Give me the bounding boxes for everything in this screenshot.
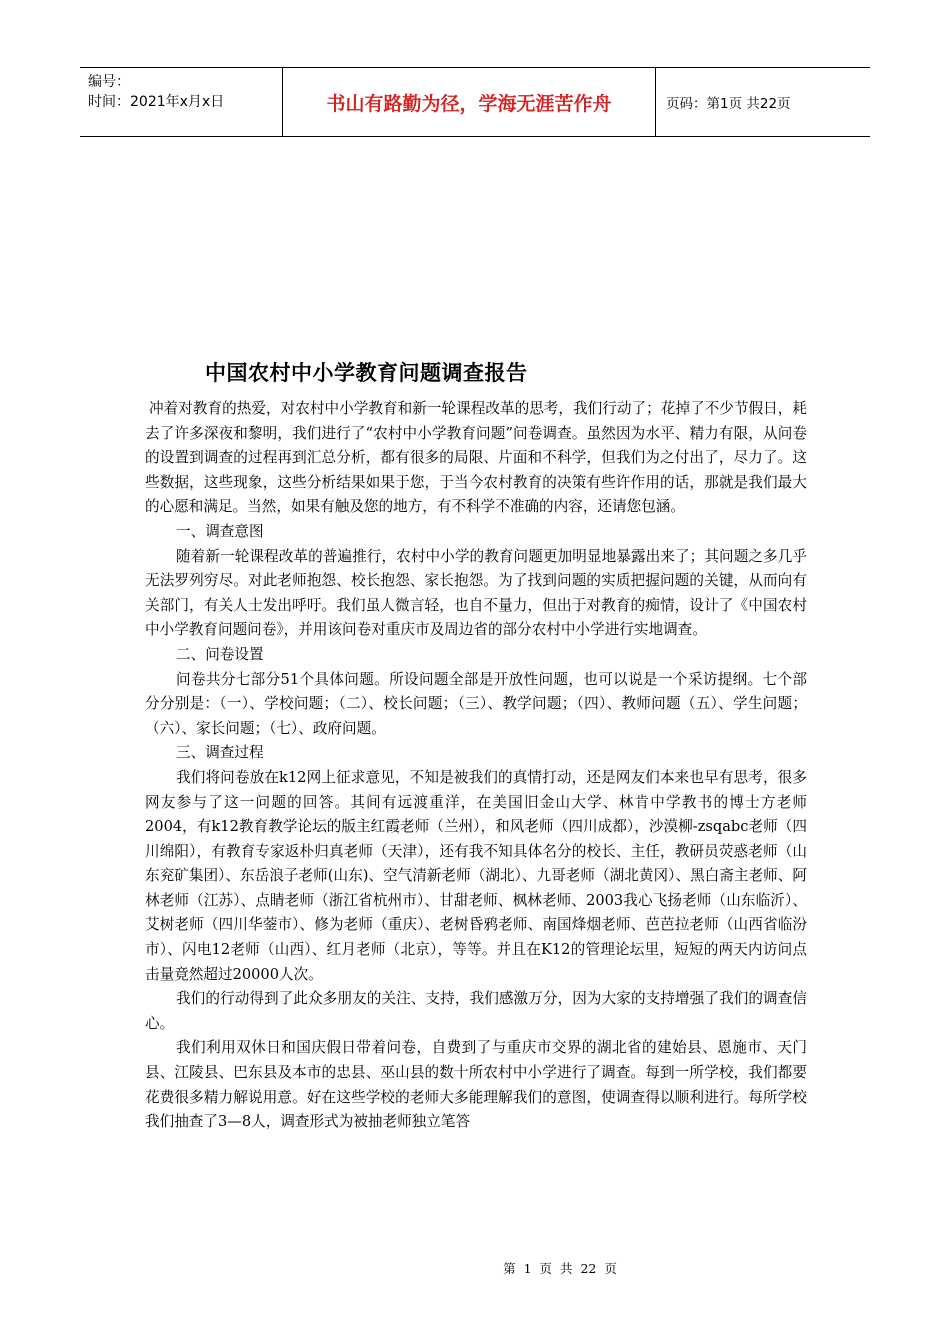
time-label: 时间：2021年x月x日 [88,94,225,110]
paragraph-process-online: 我们将问卷放在k12网上征求意见，不知是被我们的真情打动，还是网友们本来也早有思考，很多网友参与了这一问题的回答。其间有远渡重洋，在美国旧金山大学、林肯中学教书的博士方老师2004，有k12教育教学论坛的版主红霞老师（兰州），和风老师（四川成都），沙漠柳-zsqabc老师（四川绵阳），有教育专家返朴归真老师（天津），还有我不知具体名分的校长、主任，教研员荧惑老师（山东兖矿集团）、东岳浪子老师(山东)、空气清新老师（湖北）、九哥老师（湖北黄冈）、黑白斋主老师、阿林老师（江苏）、点睛老师（浙江省杭州市）、甘甜老师、枫林老师、2003我心飞扬老师（山东临沂）、艾树老师（四川华蓥市）、修为老师（重庆）、老树昏鸦老师、南国烽烟老师、芭芭拉老师（山西省临汾市）、闪电12老师（山西）、红月老师（北京），等等。并且在K12的管理论坛里，短短的两天内访问点击量竟然超过20000人次。 [145,768,807,983]
number-label: 编号： [88,74,130,90]
page-footer: 第 1 页 共 22 页 [503,1261,617,1276]
header-page-info: 页码：第1页 共22页 [666,96,791,112]
header-meta [80,68,282,136]
section-heading-process: 三、调查过程 [176,744,264,762]
paragraph-thanks: 我们的行动得到了此众多朋友的关注、支持，我们感激万分，因为大家的支持增强了我们的调查信心。 [145,990,807,1032]
header-motto: 书山有路勤为径，学海无涯苦作舟 [282,68,656,136]
paragraph-intent: 随着新一轮课程改革的普遍推行，农村中小学的教育问题更加明显地暴露出来了；其问题之多几乎无法罗列穷尽。对此老师抱怨、校长抱怨、家长抱怨。为了找到问题的实质把握问题的关键，从而向有关部门，有关人士发出呼吁。我们虽人微言轻，也自不量力，但出于对教育的痴情，设计了《中国农村中小学教育问题问卷》，并用该问卷对重庆市及周边省的部分农村中小学进行实地调查。 [145,547,807,639]
section-heading-intent: 一、调查意图 [176,522,264,540]
paragraph-fieldwork: 我们利用双休日和国庆假日带着问卷，自费到了与重庆市交界的湖北省的建始县、恩施市、天门县、江陵县、巴东县及本市的忠县、巫山县的数十所农村中小学进行了调查。每到一所学校，我们都要花费很多精力解说用意。好在这些学校的老师大多能理解我们的意图，使调查得以顺利进行。每所学校我们抽查了3—8人，调查形式为被抽老师独立笔答 [145,1039,807,1131]
intro-paragraph: 冲着对教育的热爱，对农村中小学教育和新一轮课程改革的思考，我们行动了；花掉了不少节假日，耗去了许多深夜和黎明，我们进行了“农村中小学教育问题”问卷调查。虽然因为水平、精力有限，从问卷的设置到调查的过程再到汇总分析，都有很多的局限、片面和不科学，但我们为之付出了，尽力了。这些数据，这些现象，这些分析结果如果于您，于当今农村教育的决策有些许作用的话，那就是我们最大的心愿和满足。当然，如果有触及您的地方，有不科学不准确的内容，还请您包涵。 [145,400,807,516]
section-heading-questionnaire: 二、问卷设置 [176,645,264,663]
paragraph-questionnaire: 问卷共分七部分51个具体问题。所设问题全部是开放性问题，也可以说是一个采访提纲。七个部分分别是：（一）、学校问题；（二）、校长问题；（三）、教学问题；（四）、教师问题（五）、学生问题；（六）、家长问题；（七）、政府问题。 [145,670,807,737]
document-title: 中国农村中小学教育问题调查报告 [205,361,528,385]
page-header [80,67,870,137]
document-body [145,397,807,1135]
